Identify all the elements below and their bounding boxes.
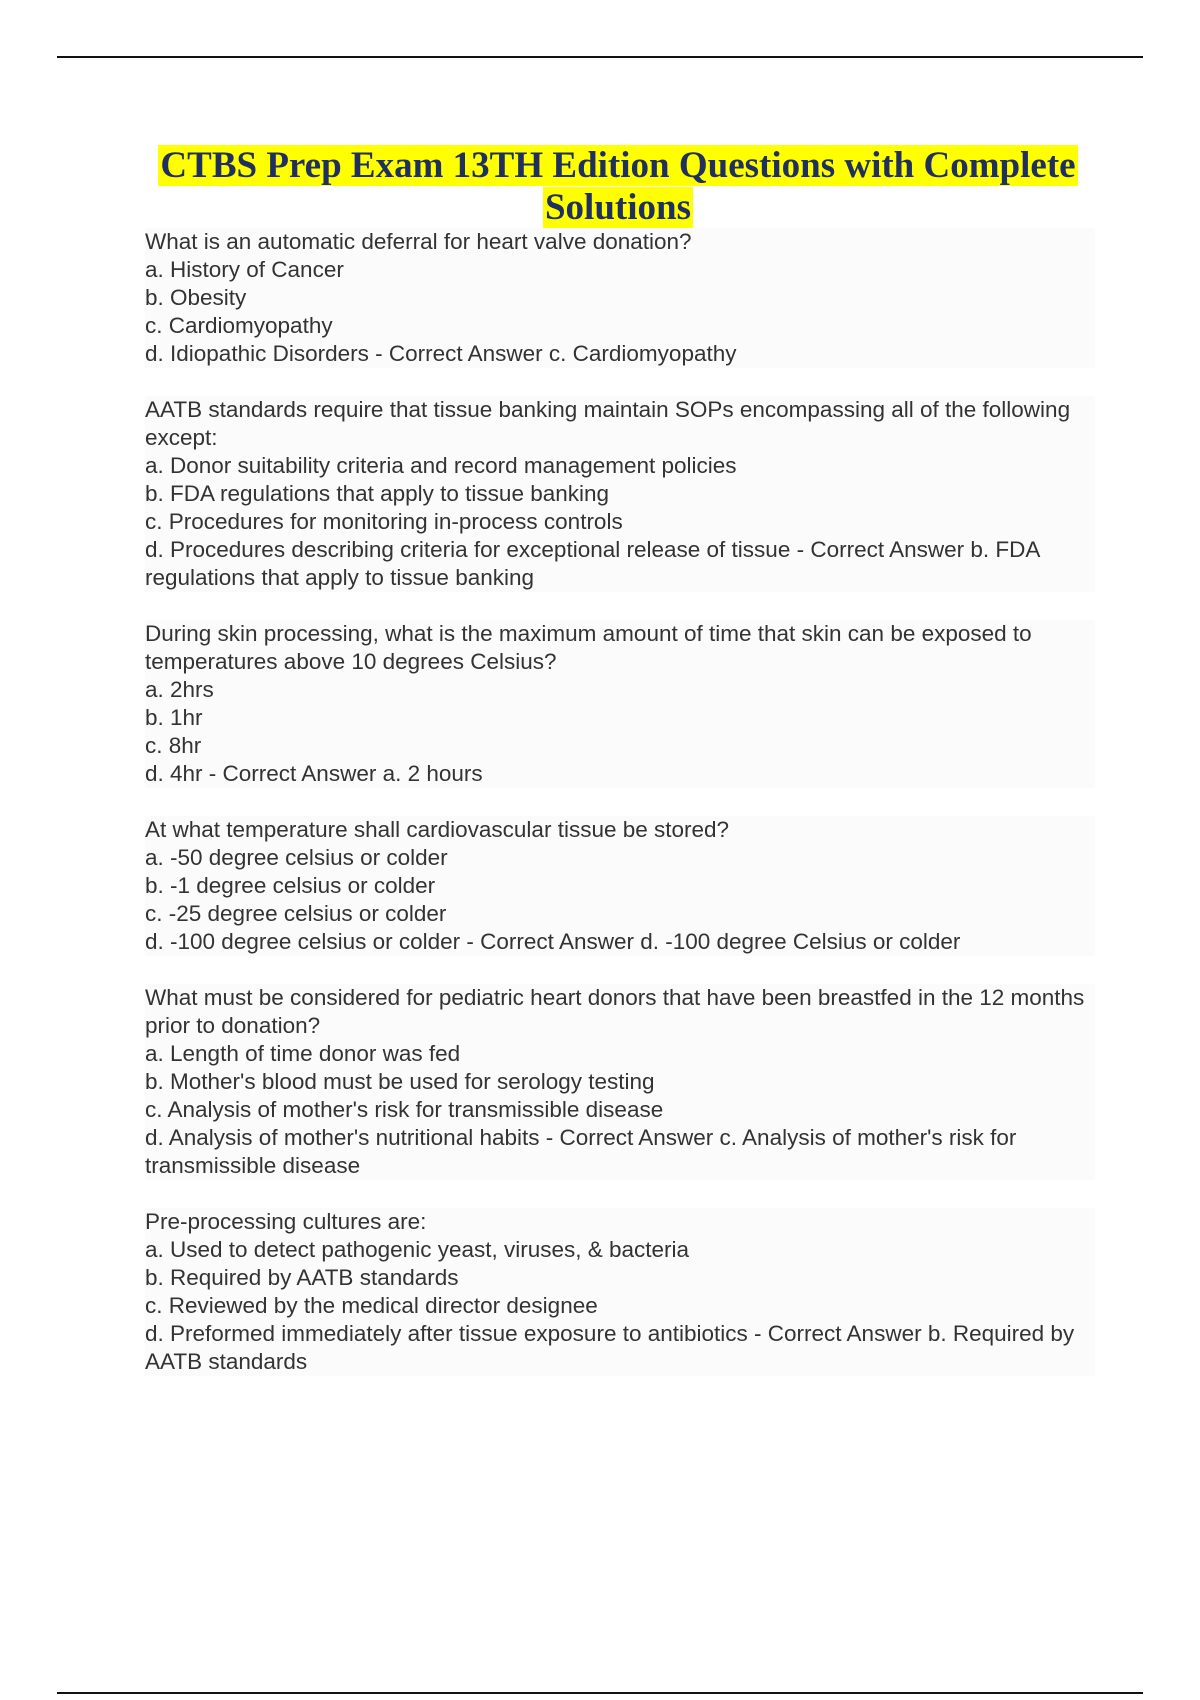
answer-option: a. 2hrs [145, 676, 1095, 704]
question-text: At what temperature shall cardiovascular tissue be stored? [145, 816, 1095, 844]
document-title-text: CTBS Prep Exam 13TH Edition Questions with Complete Solutions [160, 145, 1076, 228]
question-text: What is an automatic deferral for heart valve donation? [145, 228, 1095, 256]
answer-option-with-correct-answer: d. Preformed immediately after tissue exposure to antibiotics - Correct Answer b. Required by AATB standards [145, 1320, 1095, 1376]
answer-option-with-correct-answer: d. -100 degree celsius or colder - Correct Answer d. -100 degree Celsius or colder [145, 928, 1095, 956]
question-block [145, 228, 1095, 368]
question-block [145, 816, 1095, 956]
question-block [145, 1208, 1095, 1376]
question-block [145, 984, 1095, 1180]
header-rule [57, 56, 1143, 58]
answer-option: a. Used to detect pathogenic yeast, viruses, & bacteria [145, 1236, 1095, 1264]
answer-option: b. Mother's blood must be used for serology testing [145, 1068, 1095, 1096]
answer-option: b. FDA regulations that apply to tissue banking [145, 480, 1095, 508]
question-text: Pre-processing cultures are: [145, 1208, 1095, 1236]
answer-option: c. Analysis of mother's risk for transmissible disease [145, 1096, 1095, 1124]
question-text: During skin processing, what is the maximum amount of time that skin can be exposed to temperatures above 10 degrees Celsius? [145, 620, 1095, 676]
question-text: AATB standards require that tissue banking maintain SOPs encompassing all of the following except: [145, 396, 1095, 452]
document-body [145, 228, 1095, 1404]
question-block [145, 620, 1095, 788]
answer-option: c. -25 degree celsius or colder [145, 900, 1095, 928]
footer-rule [57, 1692, 1143, 1694]
answer-option: a. History of Cancer [145, 256, 1095, 284]
answer-option: c. Cardiomyopathy [145, 312, 1095, 340]
answer-option-with-correct-answer: d. Idiopathic Disorders - Correct Answer c. Cardiomyopathy [145, 340, 1095, 368]
document-title [130, 145, 1106, 229]
answer-option: b. Required by AATB standards [145, 1264, 1095, 1292]
question-text: What must be considered for pediatric heart donors that have been breastfed in the 12 months prior to donation? [145, 984, 1095, 1040]
answer-option: b. -1 degree celsius or colder [145, 872, 1095, 900]
question-block [145, 396, 1095, 592]
answer-option: b. 1hr [145, 704, 1095, 732]
answer-option: a. -50 degree celsius or colder [145, 844, 1095, 872]
answer-option: a. Length of time donor was fed [145, 1040, 1095, 1068]
answer-option: c. Procedures for monitoring in-process controls [145, 508, 1095, 536]
answer-option: b. Obesity [145, 284, 1095, 312]
answer-option: c. 8hr [145, 732, 1095, 760]
answer-option-with-correct-answer: d. Analysis of mother's nutritional habits - Correct Answer c. Analysis of mother's risk for transmissible disease [145, 1124, 1095, 1180]
answer-option-with-correct-answer: d. 4hr - Correct Answer a. 2 hours [145, 760, 1095, 788]
answer-option: a. Donor suitability criteria and record management policies [145, 452, 1095, 480]
answer-option: c. Reviewed by the medical director designee [145, 1292, 1095, 1320]
answer-option-with-correct-answer: d. Procedures describing criteria for exceptional release of tissue - Correct Answer b. FDA regulations that apply to tissue banking [145, 536, 1095, 592]
